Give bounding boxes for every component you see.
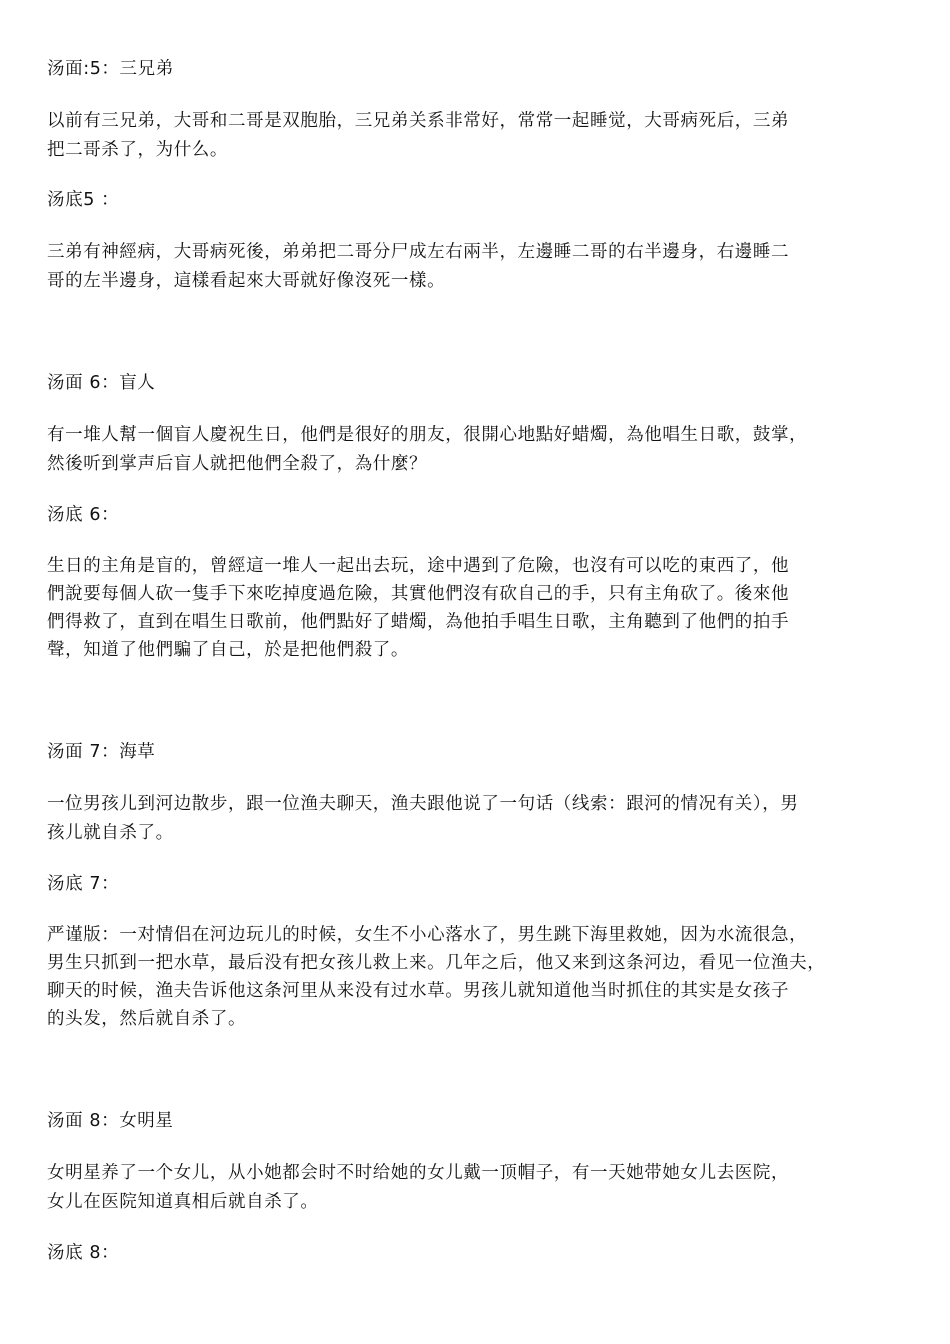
puzzle-7-answer-line: 的头发，然后就自杀了。 xyxy=(47,1009,247,1029)
puzzle-6-question-line: 然後听到掌声后盲人就把他們全殺了，為什麼？ xyxy=(47,454,428,474)
puzzle-6-question-title: 汤面 6：盲人 xyxy=(47,373,156,393)
puzzle-6-answer-line: 們得救了，直到在唱生日歌前，他們點好了蜡燭，為他拍手唱生日歌，主角聽到了他們的拍手 xyxy=(47,612,790,632)
puzzle-5-question-title: 汤面:5：三兄弟 xyxy=(47,59,174,79)
puzzle-8-question-line: 女儿在医院知道真相后就自杀了。 xyxy=(47,1192,319,1212)
puzzle-7-answer-line: 严谨版：一对情侣在河边玩儿的时候，女生不小心落水了，男生跳下海里救她，因为水流很急， xyxy=(47,925,808,945)
puzzle-6-question-line: 有一堆人幫一個盲人慶祝生日，他們是很好的朋友，很開心地點好蜡燭，為他唱生日歌，鼓掌， xyxy=(47,425,808,445)
puzzle-6-answer-line: 生日的主角是盲的，曾經這一堆人一起出去玩，途中遇到了危險，也沒有可以吃的東西了，他 xyxy=(47,556,790,576)
puzzle-8-answer-title: 汤底 8： xyxy=(47,1243,120,1263)
puzzle-5-answer-line: 哥的左半邊身，這樣看起來大哥就好像沒死一樣。 xyxy=(47,271,446,291)
puzzle-7-answer-line: 男生只抓到一把水草，最后没有把女孩儿救上来。几年之后，他又来到这条河边，看见一位渔夫， xyxy=(47,953,826,973)
puzzle-6-answer-line: 聲，知道了他們騙了自己，於是把他們殺了。 xyxy=(47,640,409,660)
puzzle-7-question-line: 一位男孩儿到河边散步，跟一位渔夫聊天，渔夫跟他说了一句话（线索：跟河的情况有关），男 xyxy=(47,794,799,814)
puzzle-7-question-title: 汤面 7：海草 xyxy=(47,742,156,762)
puzzle-7-answer-title: 汤底 7： xyxy=(47,874,120,894)
puzzle-7-answer-line: 聊天的时候，渔夫告诉他这条河里从来没有过水草。男孩儿就知道他当时抓住的其实是女孩子 xyxy=(47,981,790,1001)
puzzle-6-answer-title: 汤底 6： xyxy=(47,505,120,525)
puzzle-5-question-line: 以前有三兄弟，大哥和二哥是双胞胎，三兄弟关系非常好，常常一起睡觉，大哥病死后，三弟 xyxy=(47,111,790,131)
puzzle-7-question-line: 孩儿就自杀了。 xyxy=(47,823,174,843)
puzzle-5-answer-title: 汤底5 ： xyxy=(47,190,120,210)
puzzle-5-answer-line: 三弟有神經病，大哥病死後，弟弟把二哥分尸成左右兩半，左邊睡二哥的右半邊身，右邊睡二 xyxy=(47,242,790,262)
puzzle-8-question-line: 女明星养了一个女儿，从小她都会时不时给她的女儿戴一顶帽子，有一天她带她女儿去医院， xyxy=(47,1163,790,1183)
puzzle-5-question-line: 把二哥杀了，为什么。 xyxy=(47,140,228,160)
puzzle-6-answer-line: 們說要每個人砍一隻手下來吃掉度過危險，其實他們沒有砍自己的手，只有主角砍了。後來他 xyxy=(47,584,790,604)
puzzle-8-question-title: 汤面 8：女明星 xyxy=(47,1111,174,1131)
